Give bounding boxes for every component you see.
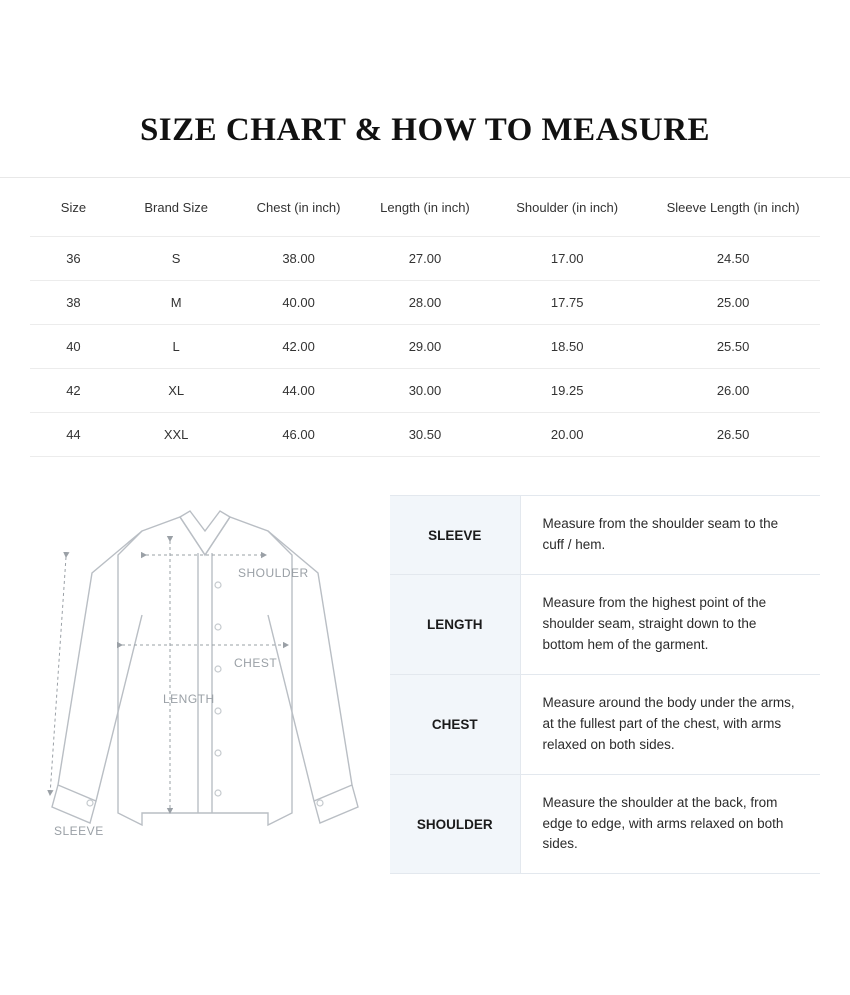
measure-desc-length: Measure from the highest point of the shoulder seam, straight down to the bottom hem of the garment. — [520, 575, 820, 675]
cell-chest: 38.00 — [235, 237, 361, 281]
cell-sleeve: 26.00 — [646, 369, 820, 413]
cell-length: 27.00 — [362, 237, 488, 281]
cell-brand: XL — [117, 369, 236, 413]
shirt-illustration-svg — [30, 495, 380, 895]
how-to-measure-table — [390, 495, 820, 874]
measure-label-sleeve: SLEEVE — [390, 496, 520, 575]
table-row — [30, 281, 820, 325]
cell-shoulder: 17.75 — [488, 281, 646, 325]
shirt-diagram — [30, 495, 380, 895]
cell-shoulder: 17.00 — [488, 237, 646, 281]
page-title: SIZE CHART & HOW TO MEASURE — [139, 112, 711, 148]
cell-length: 29.00 — [362, 325, 488, 369]
cell-size: 36 — [30, 237, 117, 281]
column-header-sleeve-length: Sleeve Length (in inch) — [646, 178, 820, 237]
table-row — [30, 325, 820, 369]
cell-shoulder: 19.25 — [488, 369, 646, 413]
shirt-outline — [52, 511, 358, 825]
cell-sleeve: 26.50 — [646, 413, 820, 457]
measurement-guides — [50, 541, 288, 813]
cell-brand: S — [117, 237, 236, 281]
cell-sleeve: 24.50 — [646, 237, 820, 281]
measure-desc-shoulder: Measure the shoulder at the back, from edge to edge, with arms relaxed on both sides. — [520, 774, 820, 874]
cell-length: 30.00 — [362, 369, 488, 413]
measure-row-sleeve — [390, 496, 820, 575]
column-header-length: Length (in inch) — [362, 178, 488, 237]
cell-brand: XXL — [117, 413, 236, 457]
how-to-measure-pane — [390, 495, 820, 874]
column-header-shoulder: Shoulder (in inch) — [488, 178, 646, 237]
table-row — [30, 237, 820, 281]
cell-shoulder: 20.00 — [488, 413, 646, 457]
table-row — [30, 369, 820, 413]
cell-sleeve: 25.00 — [646, 281, 820, 325]
cell-size: 44 — [30, 413, 117, 457]
measure-section — [30, 495, 820, 895]
diagram-label-chest: CHEST — [234, 656, 278, 671]
cell-size: 38 — [30, 281, 117, 325]
measure-row-length — [390, 575, 820, 675]
measure-label-length: LENGTH — [390, 575, 520, 675]
measure-desc-sleeve: Measure from the shoulder seam to the cuff / hem. — [520, 496, 820, 575]
cell-size: 40 — [30, 325, 117, 369]
measure-desc-chest: Measure around the body under the arms, at the fullest part of the chest, with arms relaxed on both sides. — [520, 674, 820, 774]
measure-row-chest — [390, 674, 820, 774]
cell-brand: M — [117, 281, 236, 325]
table-header-row — [30, 178, 820, 237]
column-header-brand-size: Brand Size — [117, 178, 236, 237]
cell-chest: 44.00 — [235, 369, 361, 413]
column-header-chest: Chest (in inch) — [235, 178, 361, 237]
size-chart-body — [30, 237, 820, 457]
column-header-size: Size — [30, 178, 117, 237]
diagram-label-shoulder: SHOULDER — [238, 566, 309, 581]
size-chart-table — [30, 178, 820, 457]
cell-sleeve: 25.50 — [646, 325, 820, 369]
cell-length: 30.50 — [362, 413, 488, 457]
measure-row-shoulder — [390, 774, 820, 874]
cell-size: 42 — [30, 369, 117, 413]
measure-label-chest: CHEST — [390, 674, 520, 774]
measure-label-shoulder: SHOULDER — [390, 774, 520, 874]
cell-chest: 40.00 — [235, 281, 361, 325]
diagram-label-length: LENGTH — [163, 692, 215, 707]
cell-shoulder: 18.50 — [488, 325, 646, 369]
cell-chest: 46.00 — [235, 413, 361, 457]
diagram-label-sleeve: SLEEVE — [54, 824, 104, 839]
cell-brand: L — [117, 325, 236, 369]
cell-length: 28.00 — [362, 281, 488, 325]
size-chart-header — [30, 178, 820, 237]
table-row — [30, 413, 820, 457]
page-title-section — [0, 0, 850, 178]
cell-chest: 42.00 — [235, 325, 361, 369]
